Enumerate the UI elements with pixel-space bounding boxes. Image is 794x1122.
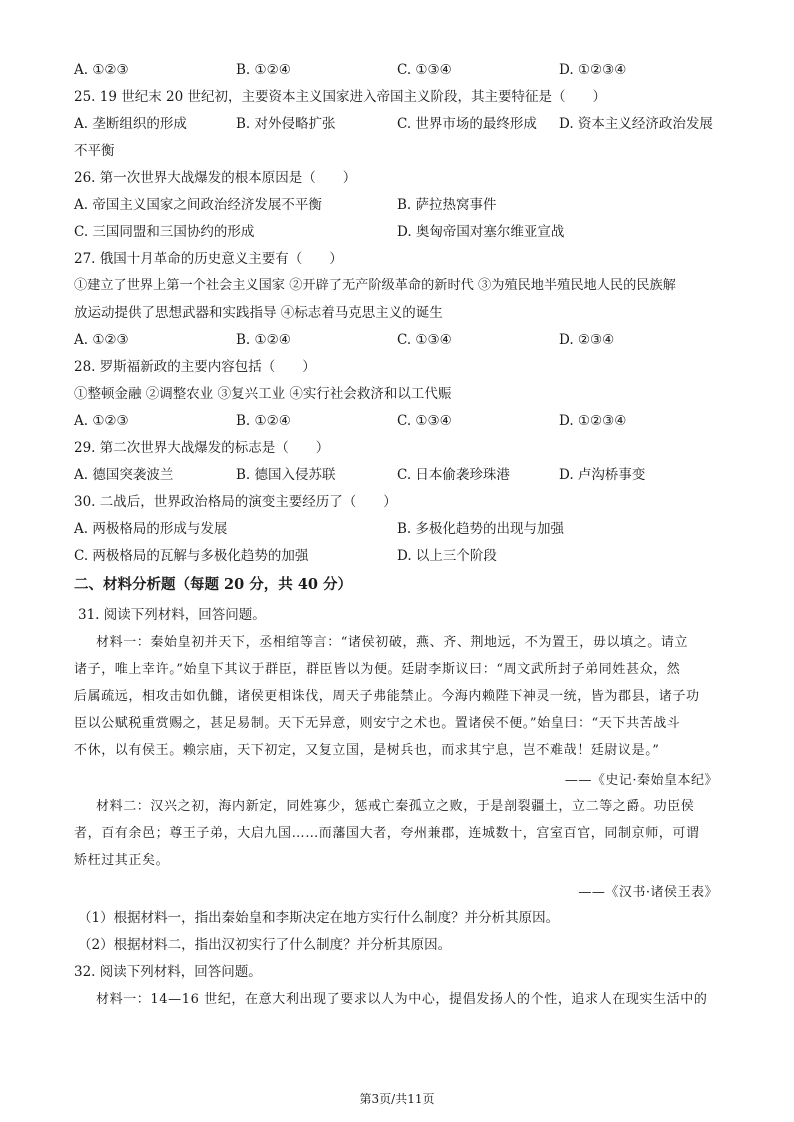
q27-option-d: D. ②③④ (559, 332, 615, 348)
q26-option-b: B. 萨拉热窝事件 (397, 197, 497, 213)
q30-option-d: D. 以上三个阶段 (397, 548, 497, 564)
q29-stem: 29. 第二次世界大战爆发的标志是（ ） (74, 440, 330, 456)
q25-option-a: A. 垄断组织的形成 (74, 116, 187, 132)
q25-option-d: D. 资本主义经济政治发展 (559, 116, 713, 132)
q25-option-b: B. 对外侵略扩张 (236, 116, 336, 132)
q26-stem: 26. 第一次世界大战爆发的根本原因是（ ） (74, 170, 357, 186)
q31-material2-line: 材料二：汉兴之初，海内新定，同姓寡少，惩戒亡秦孤立之败，于是剖裂疆土，立二等之爵。功臣侯 (96, 799, 695, 814)
q26-option-c: C. 三国同盟和三国协约的形成 (74, 224, 255, 240)
q24-option-c: C. ①③④ (397, 62, 452, 78)
q27-items-line2: 放运动提供了思想武器和实践指导 ④标志着马克思主义的诞生 (74, 305, 443, 321)
q31-material2-source: ——《汉书·诸侯王表》 (578, 885, 718, 900)
q28-stem: 28. 罗斯福新政的主要内容包括（ ） (74, 359, 316, 375)
q31-subquestion-1: （1）根据材料一，指出秦始皇和李斯决定在地方实行什么制度？并分析其原因。 (78, 910, 560, 926)
q27-stem: 27. 俄国十月革命的历史意义主要有（ ） (74, 251, 343, 267)
q27-option-a: A. ①②③ (74, 332, 129, 348)
q26-option-d: D. 奥匈帝国对塞尔维亚宣战 (397, 224, 565, 240)
q31-material1-line: 材料一：秦始皇初并天下，丞相绾等言：“诸侯初破，燕、齐、荆地远，不为置王，毋以填之。请立 (96, 635, 689, 650)
q29-option-d: D. 卢沟桥事变 (559, 467, 646, 483)
q27-option-b: B. ①②④ (236, 332, 291, 348)
q31-material1-source: ——《史记·秦始皇本纪》 (564, 773, 718, 788)
q31-material2-line: 矫枉过其正矣。 (74, 853, 170, 868)
q25-option-c: C. 世界市场的最终形成 (397, 116, 537, 132)
q26-option-a: A. 帝国主义国家之间政治经济发展不平衡 (74, 197, 322, 213)
q28-option-a: A. ①②③ (74, 413, 129, 429)
q30-stem: 30. 二战后，世界政治格局的演变主要经历了（ ） (74, 494, 397, 510)
section-heading: 二、材料分析题（每题 20 分，共 40 分） (74, 576, 353, 593)
q30-option-b: B. 多极化趋势的出现与加强 (397, 521, 565, 537)
q27-items-line1: ①建立了世界上第一个社会主义国家 ②开辟了无产阶级革命的新时代 ③为殖民地半殖民地人民的民族解 (74, 278, 676, 293)
q30-option-c: C. 两极格局的瓦解与多极化趋势的加强 (74, 548, 309, 564)
q32-material1-line: 材料一：14—16 世纪，在意大利出现了要求以人为中心，提倡发扬人的个性，追求人在现实生活中的 (96, 992, 708, 1007)
q27-option-c: C. ①③④ (397, 332, 452, 348)
q31-material1-line: 不休，以有侯王。赖宗庙，天下初定，又复立国，是树兵也，而求其宁息，岂不难哉！廷尉议是。” (74, 743, 660, 758)
page-number: 第3页/共11页 (359, 1092, 435, 1106)
q32-stem: 32. 阅读下列材料，回答问题。 (74, 964, 262, 980)
q31-material1-line: 臣以公赋税重赏赐之，甚足易制。天下无异意，则安宁之术也。置诸侯不便。”始皇曰：“天下共苦战斗 (74, 716, 681, 731)
q31-stem: 31. 阅读下列材料，回答问题。 (78, 607, 266, 623)
q28-option-c: C. ①③④ (397, 413, 452, 429)
q24-option-d: D. ①②③④ (559, 62, 627, 78)
q31-material1-line: 诸子，唯上幸许。”始皇下其议于群臣，群臣皆以为便。廷尉李斯议曰：“周文武所封子弟同姓甚众，然 (74, 662, 681, 677)
q31-material1-line: 后属疏远，相攻击如仇雠，诸侯更相诛伐，周天子弗能禁止。今海内赖陛下神灵一统，皆为郡县，诸子功 (74, 689, 700, 704)
q24-option-b: B. ①②④ (236, 62, 291, 78)
q29-option-b: B. 德国入侵苏联 (236, 467, 336, 483)
q25-option-d-continued: 不平衡 (74, 143, 115, 159)
q31-subquestion-2: （2）根据材料二，指出汉初实行了什么制度？并分析其原因。 (78, 937, 452, 953)
q31-material2-line: 者，百有余邑；尊王子弟，大启九国……而藩国大者，夸州兼郡，连城数十，宫室百官，同制京师，可谓 (74, 826, 700, 841)
q29-option-c: C. 日本偷袭珍珠港 (397, 467, 510, 483)
q28-option-d: D. ①②③④ (559, 413, 627, 429)
q30-option-a: A. 两极格局的形成与发展 (74, 521, 228, 537)
q28-items: ①整顿金融 ②调整农业 ③复兴工业 ④实行社会救济和以工代赈 (74, 386, 452, 402)
q24-option-a: A. ①②③ (74, 62, 129, 78)
q29-option-a: A. 德国突袭波兰 (74, 467, 174, 483)
q28-option-b: B. ①②④ (236, 413, 291, 429)
q25-stem: 25. 19 世纪末 20 世纪初，主要资本主义国家进入帝国主义阶段，其主要特征是（ ） (74, 89, 606, 105)
